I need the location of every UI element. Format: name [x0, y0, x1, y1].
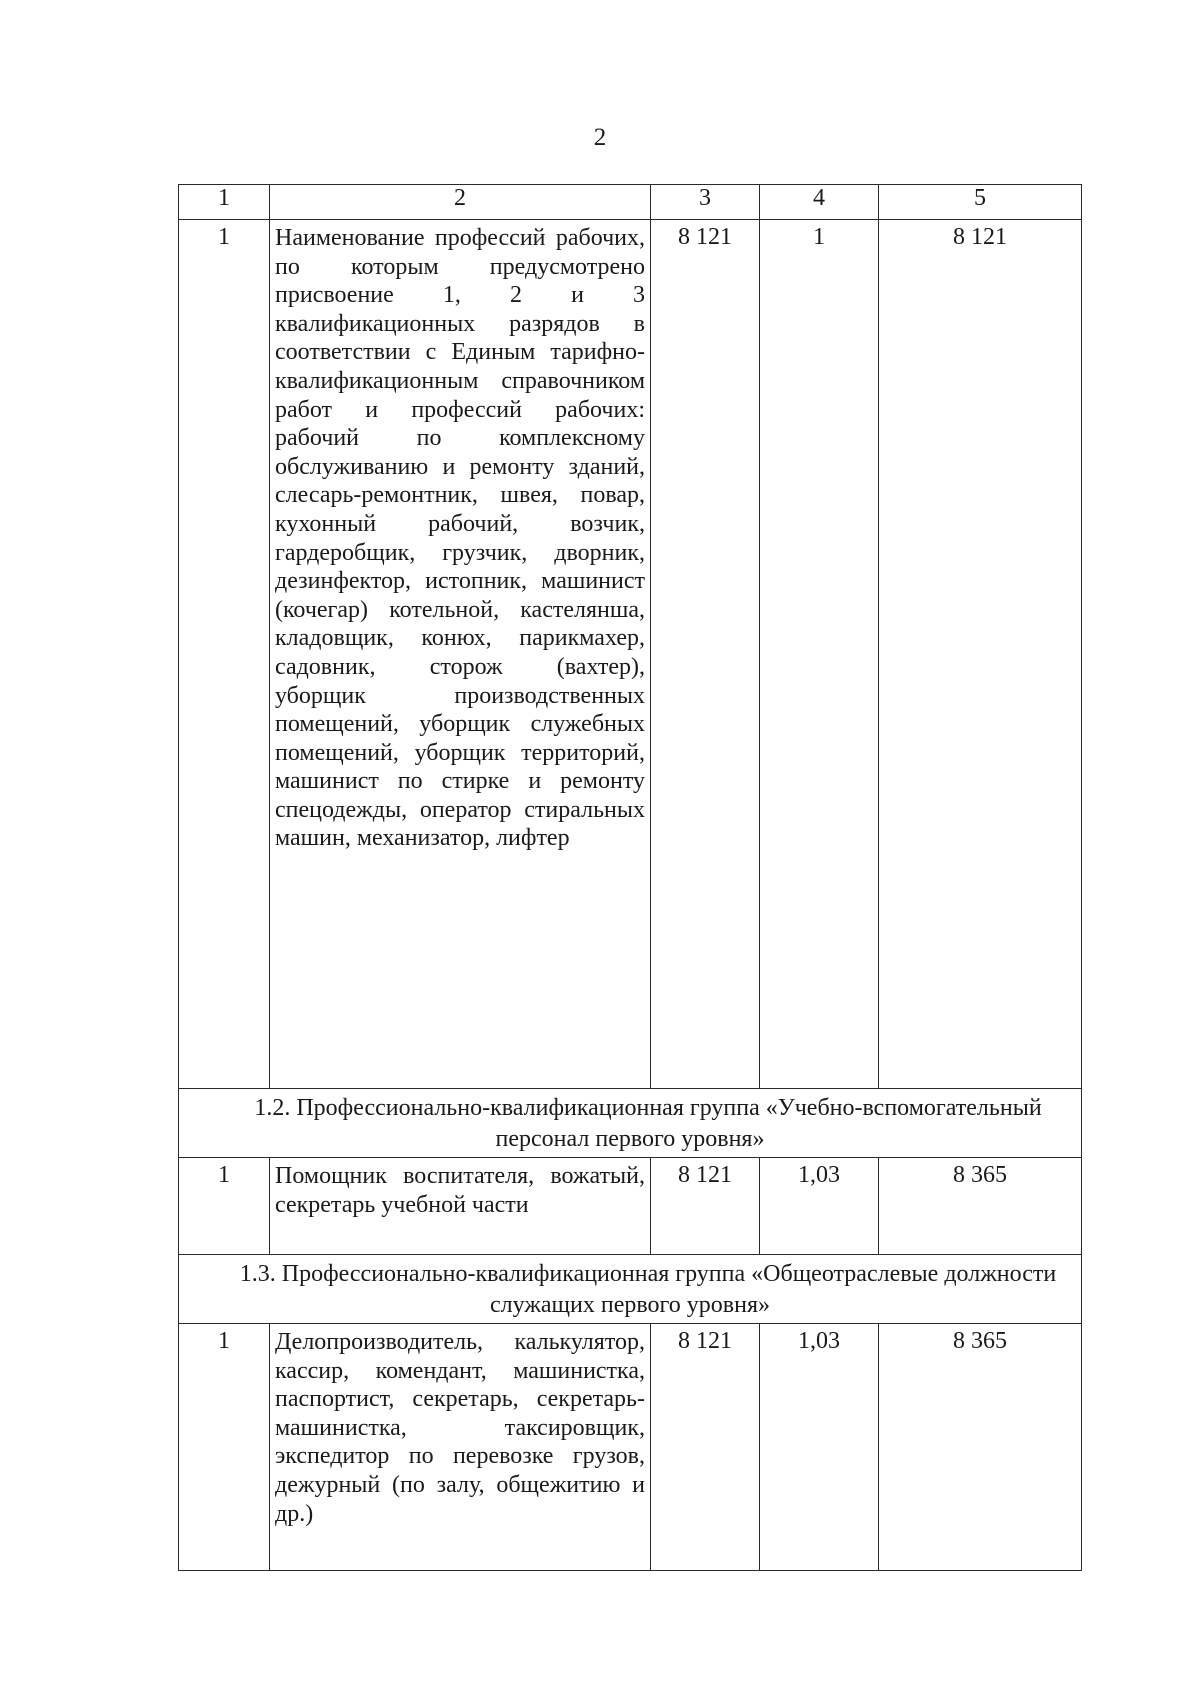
base-salary: 8 121 — [651, 220, 760, 1089]
row-number: 1 — [179, 220, 270, 1089]
row-number: 1 — [179, 1324, 270, 1571]
total-salary: 8 365 — [879, 1324, 1082, 1571]
total-salary: 8 121 — [879, 220, 1082, 1089]
coefficient: 1 — [760, 220, 879, 1089]
position-names: Делопроизводитель, калькулятор, кассир, комендант, машинистка, паспортист, секретарь, секретарь-машинистка, таксировщик, экспедитор по перевозке грузов, дежурный (по залу, общежитию и др.) — [270, 1324, 651, 1571]
group-title — [179, 1255, 1082, 1324]
header-cell: 4 — [760, 185, 879, 220]
page-number: 2 — [593, 124, 607, 151]
header-cell: 5 — [879, 185, 1082, 220]
header-cell: 3 — [651, 185, 760, 220]
group-title — [179, 1089, 1082, 1158]
group-title-row — [179, 1255, 1082, 1324]
row-number: 1 — [179, 1158, 270, 1255]
group-title-text: 1.2. Профессионально-квалификационная группа «Учебно-вспомогательный персонал первого уровня» — [254, 1095, 1042, 1152]
table-row — [179, 220, 1082, 1089]
header-cell: 2 — [270, 185, 651, 220]
base-salary: 8 121 — [651, 1158, 760, 1255]
position-names: Наименование профессий рабочих, по которым предусмотрено присвоение 1, 2 и 3 квалификационных разрядов в соответствии с Единым тарифно-квалификационным справочником работ и профессий рабочих: рабочий по комплексному обслуживанию и ремонту зданий, слесарь-ремонтник, швея, повар, кухонный рабочий, возчик, гардеробщик, грузчик, дворник, дезинфектор, истопник, машинист (кочегар) котельной, кастелянша, кладовщик, конюх, парикмахер, садовник, сторож (вахтер), уборщик производственных помещений, уборщик служебных помещений, уборщик территорий, машинист по стирке и ремонту спецодежды, оператор стиральных машин, механизатор, лифтер — [270, 220, 651, 1089]
table-row — [179, 1324, 1082, 1571]
group-title-text: 1.3. Профессионально-квалификационная группа «Общеотраслевые должности служащих первого уровня» — [239, 1261, 1057, 1318]
salary-table — [178, 184, 1082, 1571]
coefficient: 1,03 — [760, 1158, 879, 1255]
total-salary: 8 365 — [879, 1158, 1082, 1255]
header-cell: 1 — [179, 185, 270, 220]
group-title-row — [179, 1089, 1082, 1158]
table-row — [179, 1158, 1082, 1255]
coefficient: 1,03 — [760, 1324, 879, 1571]
base-salary: 8 121 — [651, 1324, 760, 1571]
table-header-row — [179, 185, 1082, 220]
position-names: Помощник воспитателя, вожатый, секретарь учебной части — [270, 1158, 651, 1255]
